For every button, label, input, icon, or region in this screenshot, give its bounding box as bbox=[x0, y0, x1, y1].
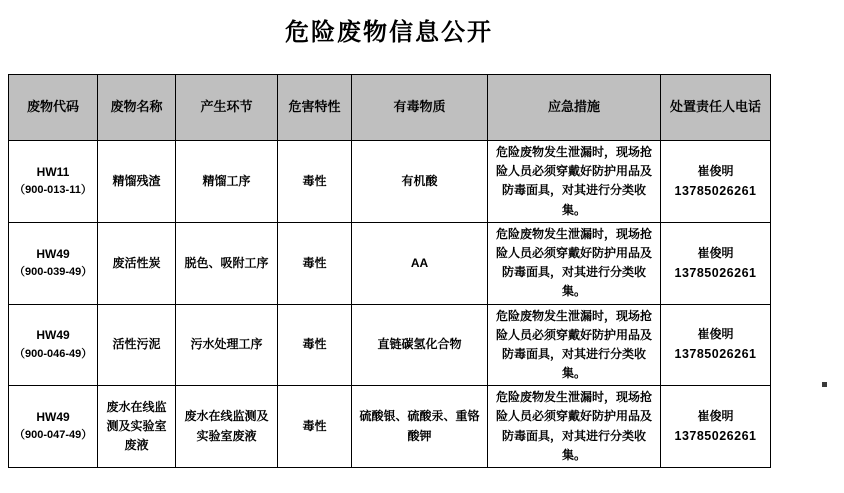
cell-contact bbox=[661, 304, 771, 386]
cell-waste-code bbox=[9, 222, 98, 304]
cell-emergency: 危险废物发生泄漏时，现场抢险人员必须穿戴好防护用品及防毒面具，对其进行分类收集。 bbox=[488, 386, 661, 468]
cell-emergency: 危险废物发生泄漏时，现场抢险人员必须穿戴好防护用品及防毒面具，对其进行分类收集。 bbox=[488, 304, 661, 386]
header-emergency: 应急措施 bbox=[488, 75, 661, 141]
cell-toxic: 有机酸 bbox=[352, 141, 488, 223]
cell-waste-name: 精馏残渣 bbox=[98, 141, 176, 223]
cell-waste-name: 废活性炭 bbox=[98, 222, 176, 304]
waste-code-number: （900-047-49） bbox=[14, 429, 93, 442]
waste-code-id: HW49 bbox=[36, 328, 70, 343]
contact-person-name: 崔俊明 bbox=[697, 163, 734, 178]
cell-hazard: 毒性 bbox=[278, 141, 352, 223]
hazardous-waste-table bbox=[8, 74, 771, 468]
table-row bbox=[9, 386, 771, 468]
contact-phone-number: 13785026261 bbox=[674, 183, 757, 198]
cell-hazard: 毒性 bbox=[278, 304, 352, 386]
contact-person-name: 崔俊明 bbox=[697, 245, 734, 260]
table-body bbox=[9, 141, 771, 468]
table-row bbox=[9, 141, 771, 223]
cell-toxic: 硫酸银、硫酸汞、重铬酸钾 bbox=[352, 386, 488, 468]
cell-emergency: 危险废物发生泄漏时，现场抢险人员必须穿戴好防护用品及防毒面具，对其进行分类收集。 bbox=[488, 222, 661, 304]
cell-contact bbox=[661, 222, 771, 304]
page-title: 危险废物信息公开 bbox=[285, 20, 493, 46]
contact-person-name: 崔俊明 bbox=[697, 327, 734, 342]
cell-process: 污水处理工序 bbox=[176, 304, 278, 386]
waste-code-number: （900-013-11） bbox=[14, 184, 92, 197]
contact-person-name: 崔俊明 bbox=[697, 409, 734, 424]
cell-contact bbox=[661, 141, 771, 223]
waste-code-id: HW49 bbox=[36, 410, 70, 425]
cell-hazard: 毒性 bbox=[278, 386, 352, 468]
cell-process: 废水在线监测及实验室废液 bbox=[176, 386, 278, 468]
contact-phone-number: 13785026261 bbox=[674, 429, 757, 444]
header-process: 产生环节 bbox=[176, 75, 278, 141]
waste-code-number: （900-046-49） bbox=[14, 347, 93, 360]
waste-code-id: HW11 bbox=[36, 164, 70, 179]
cell-process: 脱色、吸附工序 bbox=[176, 222, 278, 304]
contact-phone-number: 13785026261 bbox=[674, 347, 757, 362]
stray-mark bbox=[822, 382, 827, 387]
cell-waste-name: 活性污泥 bbox=[98, 304, 176, 386]
table-header-row bbox=[9, 75, 771, 141]
header-hazard: 危害特性 bbox=[278, 75, 352, 141]
header-waste-code: 废物代码 bbox=[9, 75, 98, 141]
header-toxic: 有毒物质 bbox=[352, 75, 488, 141]
cell-waste-code bbox=[9, 304, 98, 386]
cell-waste-name: 废水在线监测及实验室废液 bbox=[98, 386, 176, 468]
cell-process: 精馏工序 bbox=[176, 141, 278, 223]
cell-toxic: AA bbox=[352, 222, 488, 304]
cell-waste-code bbox=[9, 386, 98, 468]
table-row bbox=[9, 222, 771, 304]
header-waste-name: 废物名称 bbox=[98, 75, 176, 141]
cell-emergency: 危险废物发生泄漏时，现场抢险人员必须穿戴好防护用品及防毒面具，对其进行分类收集。 bbox=[488, 141, 661, 223]
waste-code-id: HW49 bbox=[36, 246, 70, 261]
cell-waste-code bbox=[9, 141, 98, 223]
cell-toxic: 直链碳氢化合物 bbox=[352, 304, 488, 386]
cell-hazard: 毒性 bbox=[278, 222, 352, 304]
cell-contact bbox=[661, 386, 771, 468]
table-row bbox=[9, 304, 771, 386]
waste-code-number: （900-039-49） bbox=[14, 265, 93, 278]
header-contact: 处置责任人电话 bbox=[661, 75, 771, 141]
contact-phone-number: 13785026261 bbox=[674, 265, 757, 280]
